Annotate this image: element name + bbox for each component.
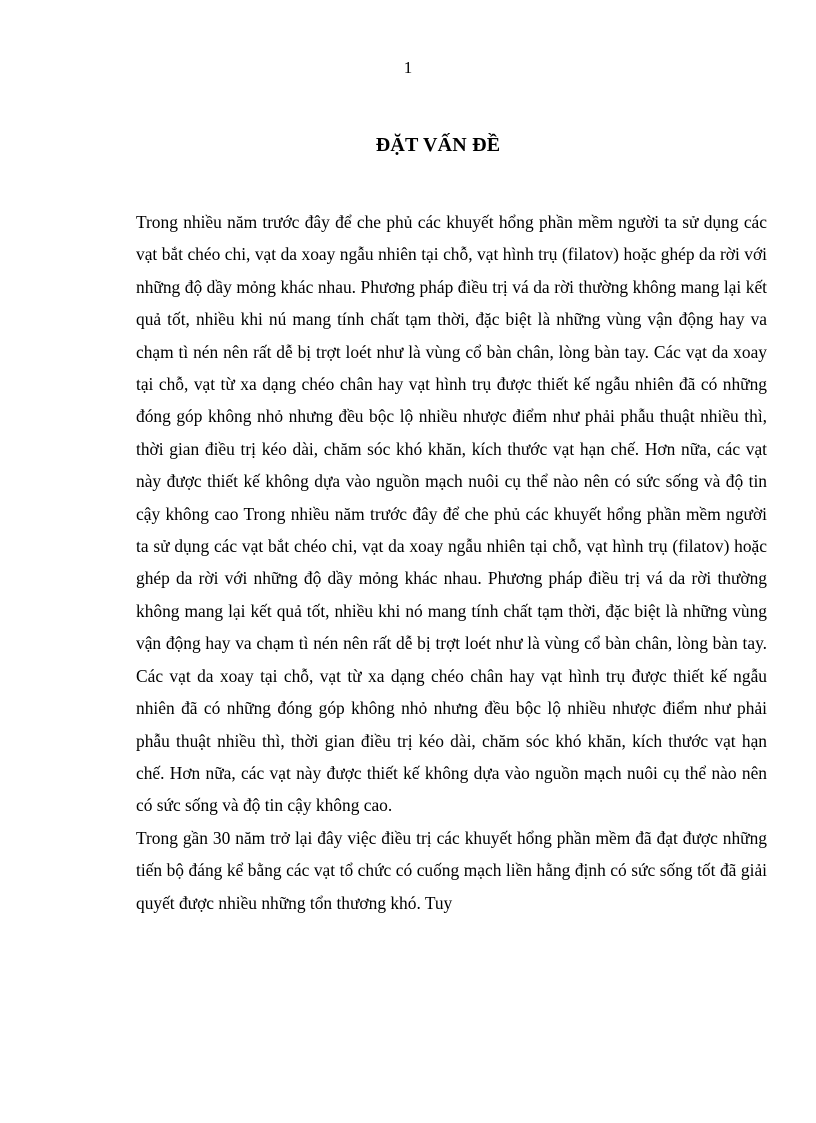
body-text bbox=[136, 206, 767, 919]
page-number: 1 bbox=[403, 58, 413, 77]
paragraph: Trong nhiều năm trước đây để che phủ các khuyết hổng phần mềm người ta sử dụng các vạt bắt chéo chi, vạt da xoay ngẫu nhiên tại chỗ, vạt hình trụ (filatov) hoặc ghép da rời với những độ dầy mỏng khác nhau. Phương pháp điều trị vá da rời thường không mang lại kết quả tốt, nhiều khi nú mang tính chất tạm thời, đặc biệt là những vùng vận động hay va chạm tì nén nên rất dễ bị trợt loét như là vùng cổ bàn chân, lòng bàn tay. Các vạt da xoay tại chỗ, vạt từ xa dạng chéo chân hay vạt hình trụ được thiết kế ngẫu nhiên đã có những đóng góp không nhỏ nhưng đều bộc lộ nhiều nhược điểm như phải phẫu thuật nhiều thì, thời gian điều trị kéo dài, chăm sóc khó khăn, kích thước vạt hạn chế. Hơn nữa, các vạt này được thiết kế không dựa vào nguồn mạch nuôi cụ thể nào nên có sức sống và độ tin cậy không cao Trong nhiều năm trước đây để che phủ các khuyết hổng phần mềm người ta sử dụng các vạt bắt chéo chi, vạt da xoay ngẫu nhiên tại chỗ, vạt hình trụ (filatov) hoặc ghép da rời với những độ dầy mỏng khác nhau. Phương pháp điều trị vá da rời thường không mang lại kết quả tốt, nhiều khi nó mang tính chất tạm thời, đặc biệt là những vùng vận động hay va chạm tì nén nên rất dễ bị trợt loét như là vùng cổ bàn chân, lòng bàn tay. Các vạt da xoay tại chỗ, vạt từ xa dạng chéo chân hay vạt hình trụ được thiết kế ngẫu nhiên đã có những đóng góp không nhỏ nhưng đều bộc lộ nhiều nhược điểm như phải phẫu thuật nhiều thì, thời gian điều trị kéo dài, chăm sóc khó khăn, kích thước vạt hạn chế. Hơn nữa, các vạt này được thiết kế không dựa vào nguồn mạch nuôi cụ thể nào nên có sức sống và độ tin cậy không cao. bbox=[136, 212, 767, 816]
paragraph: Trong gần 30 năm trở lại đây việc điều trị các khuyết hổng phần mềm đã đạt được những tiến bộ đáng kể bằng các vạt tổ chức có cuống mạch liền hằng định có sức sống tốt đã giải quyết được nhiều những tổn thương khó. Tuy bbox=[136, 827, 767, 913]
page-title: ĐẶT VẤN ĐỀ bbox=[375, 134, 501, 156]
